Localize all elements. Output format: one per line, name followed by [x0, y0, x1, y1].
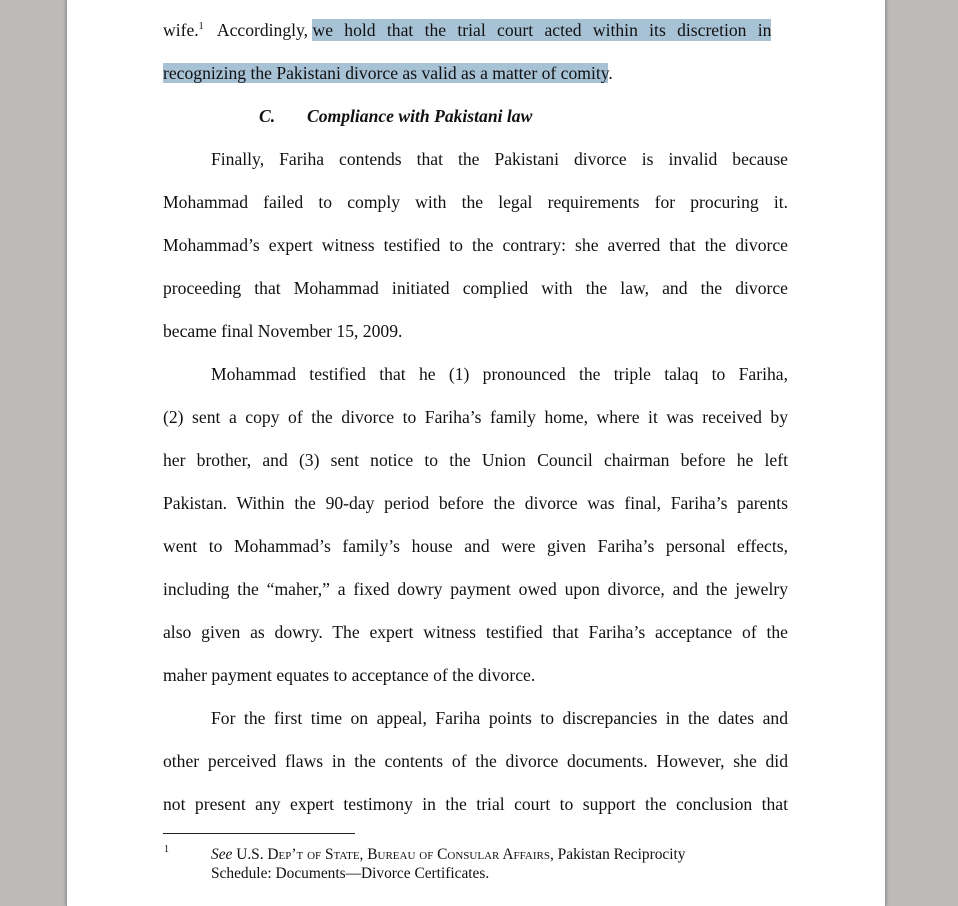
para2-line: went to Mohammad’s family’s house and were given Fariha’s personal effects, — [163, 536, 788, 556]
para1-line: became final November 15, 2009. — [163, 321, 403, 341]
highlighted-holding-part-2[interactable]: recognizing the Pakistani divorce as valid as a matter of comity — [163, 63, 609, 83]
para3-line: not present any expert testimony in the trial court to support the conclusion that — [163, 794, 788, 814]
para2-line: including the “maher,” a fixed dowry payment owed upon divorce, and the jewelry — [163, 579, 788, 599]
para2-line: Mohammad testified that he (1) pronounced the triple talaq to Fariha, — [211, 364, 788, 384]
footnote-number: 1 — [164, 844, 169, 855]
para1-line: Finally, Fariha contends that the Pakistani divorce is invalid because — [211, 149, 788, 169]
holding-line-1 — [163, 19, 788, 45]
para3-line: other perceived flaws in the contents of the divorce documents. However, she did — [163, 751, 788, 771]
para2-line: her brother, and (3) sent notice to the Union Council chairman before he left — [163, 450, 788, 470]
holding-period: . — [608, 63, 613, 83]
footnote-title-start: Pakistan Reciprocity — [557, 846, 686, 863]
section-letter: C. — [259, 106, 276, 126]
para2-line: Pakistan. Within the 90-day period before the divorce was final, Fariha’s parents — [163, 493, 788, 513]
footnote-reference[interactable]: 1 — [198, 21, 204, 32]
footnote-separator — [163, 833, 355, 834]
section-title: Compliance with Pakistani law — [307, 106, 533, 126]
para3-line: For the first time on appeal, Fariha points to discrepancies in the dates and — [211, 708, 788, 728]
section-heading — [259, 105, 532, 127]
para2-line: also given as dowry. The expert witness testified that Fariha’s acceptance of the — [163, 622, 788, 642]
footnote-source: U.S. Dep’t of State, Bureau of Consular Affairs, — [236, 846, 554, 863]
para1-line: proceeding that Mohammad initiated complied with the law, and the divorce — [163, 278, 788, 298]
para1-line: Mohammad failed to comply with the legal requirements for procuring it. — [163, 192, 788, 212]
footnote-see-signal: See — [211, 846, 233, 863]
footnote-line-2: Schedule: Documents—Divorce Certificates. — [211, 865, 490, 882]
highlighted-holding-part-1[interactable]: we hold that the trial court acted within its discretion in — [312, 20, 772, 40]
wife-text: wife. — [163, 20, 199, 40]
accordingly-text: Accordingly, — [216, 20, 309, 40]
para2-line: maher payment equates to acceptance of the divorce. — [163, 665, 536, 685]
footnote-line-1 — [211, 845, 789, 864]
holding-line-2 — [163, 62, 788, 84]
para1-line: Mohammad’s expert witness testified to the contrary: she averred that the divorce — [163, 235, 788, 255]
document-page — [66, 0, 886, 906]
para2-line: (2) sent a copy of the divorce to Fariha’s family home, where it was received by — [163, 407, 788, 427]
